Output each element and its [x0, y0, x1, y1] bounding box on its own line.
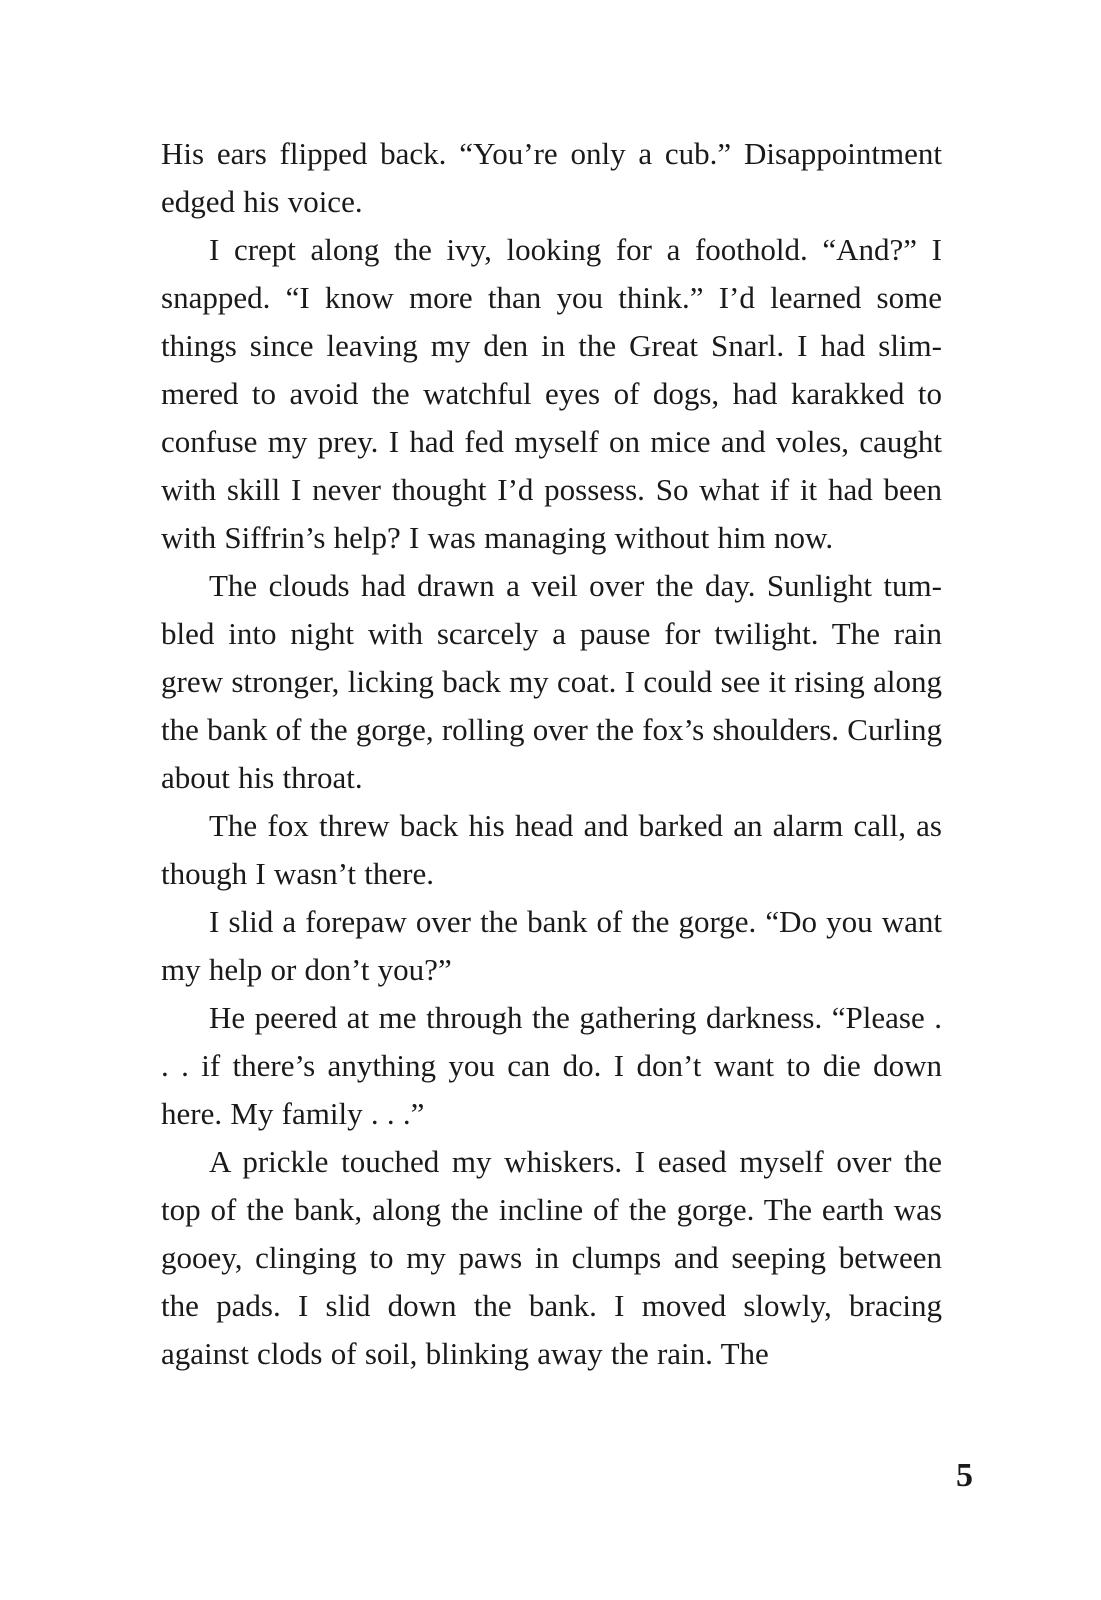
page-number: 5 — [956, 1457, 973, 1494]
paragraph-2: I crept along the ivy, looking for a foothold. “And?” I snapped. “I know more than you think.” I’d learned some things since leaving my den in the Great Snarl. I had slimmered to avoid the watchful eyes of dogs, had karakked to confuse my prey. I had fed myself on mice and voles, caught with skill I never thought I’d possess. So what if it had been with Siffrin’s help? I was managing without him now. — [161, 232, 942, 555]
paragraph-5: I slid a forepaw over the bank of the gorge. “Do you want my help or don’t you?” — [161, 904, 942, 987]
paragraph-3: The clouds had drawn a veil over the day. Sunlight tumbled into night with scarcely a pause for twilight. The rain grew stronger, licking back my coat. I could see it rising along the bank of the gorge, rolling over the fox’s shoulders. Curling about his throat. — [161, 568, 943, 795]
paragraph-6: He peered at me through the gathering darkness. “Please . . . if there’s anything you can do. I don’t want to die down here. My family . . .” — [161, 1000, 942, 1131]
paragraph-7: A prickle touched my whiskers. I eased myself over the top of the bank, along the incline of the gorge. The earth was gooey, clinging to my paws in clumps and seeping between the pads. I slid down the bank. I moved slowly, bracing against clods of soil, blinking away the rain. The — [161, 1144, 942, 1371]
paragraph-1: His ears flipped back. “You’re only a cub.” Disappointment edged his voice. — [161, 136, 942, 219]
body-text — [161, 130, 942, 1378]
paragraph-4: The fox threw back his head and barked an alarm call, as though I wasn’t there. — [161, 808, 942, 891]
